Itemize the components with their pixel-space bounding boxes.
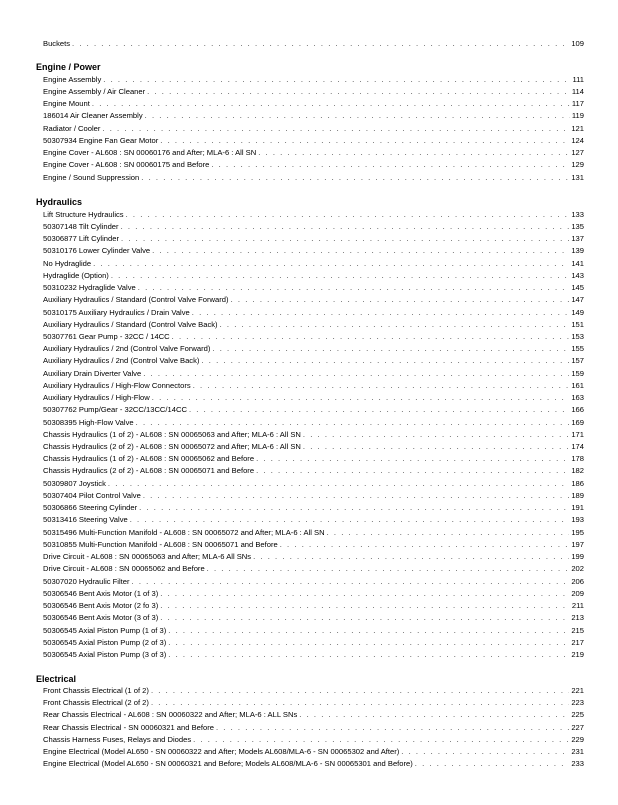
toc-entry[interactable] <box>43 612 584 624</box>
dot-leader <box>280 539 570 551</box>
toc-entry-title: Drive Circuit - AL608 : SN 00065062 and Before <box>43 564 205 573</box>
toc-entry-title: Chassis Hydraulics (2 of 2) - AL608 : SN 00065072 and After; MLA-6 : All SN <box>43 442 301 451</box>
toc-entry-page: 159 <box>571 369 584 378</box>
toc-entry-page: 147 <box>571 295 584 304</box>
toc-entry-title: 50308395 High-Flow Valve <box>43 418 134 427</box>
toc-entry-page: 199 <box>571 552 584 561</box>
toc-entry-page: 111 <box>572 75 584 84</box>
dot-leader <box>139 502 569 514</box>
toc-entry[interactable] <box>43 625 584 637</box>
toc-entry-title: 50306546 Bent Axis Motor (3 of 3) <box>43 613 159 622</box>
toc-entry[interactable] <box>43 649 584 661</box>
toc-entry-title: 50306866 Steering Cylinder <box>43 503 138 512</box>
toc-entry[interactable] <box>43 86 584 98</box>
toc-entry-title: 50307761 Gear Pump - 32CC / 14CC <box>43 332 170 341</box>
toc-entry[interactable] <box>43 697 584 709</box>
toc-entry-title: No Hydraglide <box>43 259 92 268</box>
dot-leader <box>121 221 570 233</box>
toc-entry-title: Hydraglide (Option) <box>43 271 109 280</box>
toc-entry-title: Radiator / Cooler <box>43 124 101 133</box>
toc-entry[interactable] <box>43 343 584 355</box>
toc-entry-page: 231 <box>571 747 584 756</box>
toc-entry-title: Chassis Hydraulics (2 of 2) - AL608 : SN 00065071 and Before <box>43 466 255 475</box>
toc-entry-page: 217 <box>571 638 584 647</box>
dot-leader <box>143 490 570 502</box>
toc-entry[interactable] <box>43 478 584 490</box>
toc-entry[interactable] <box>43 417 584 429</box>
dot-leader <box>201 355 569 367</box>
dot-leader <box>136 417 570 429</box>
toc-entry-title: Rear Chassis Electrical - SN 00060321 and Before <box>43 723 214 732</box>
toc-entry-title: Auxiliary Drain Diverter Valve <box>43 369 142 378</box>
toc-entry-page: 219 <box>571 650 584 659</box>
dot-leader <box>192 307 570 319</box>
toc-entry-page: 193 <box>571 515 584 524</box>
dot-leader <box>256 453 569 465</box>
toc-entry-page: 206 <box>571 577 584 586</box>
toc-entry-page: 186 <box>571 479 584 488</box>
toc-entry-title: 186014 Air Cleaner Assembly <box>43 111 143 120</box>
toc-entry[interactable] <box>43 563 584 575</box>
toc-entry-title: 50306545 Axial Piston Pump (2 of 3) <box>43 638 167 647</box>
dot-leader <box>299 709 569 721</box>
toc-entry-page: 121 <box>571 124 584 133</box>
toc-entry-title: Engine Assembly <box>43 75 102 84</box>
toc-entry[interactable] <box>43 110 584 122</box>
toc-entry[interactable] <box>43 74 584 86</box>
toc-entry[interactable] <box>43 159 584 171</box>
toc-entry-title: 50313416 Steering Valve <box>43 515 128 524</box>
toc-entry-buckets[interactable] <box>43 38 584 50</box>
toc-entry-page: 155 <box>571 344 584 353</box>
toc-entry[interactable] <box>43 600 584 612</box>
dot-leader <box>193 734 569 746</box>
toc-entry-title: Auxiliary Hydraulics / 2nd (Control Valve Back) <box>43 356 200 365</box>
toc-entry[interactable] <box>43 758 584 770</box>
toc-entry-page: 215 <box>571 626 584 635</box>
toc-entry-title: 50309807 Joystick <box>43 479 106 488</box>
dot-leader <box>212 343 569 355</box>
toc-entry-title: 50307020 Hydraulic Filter <box>43 577 130 586</box>
toc-entry-page: 195 <box>571 528 584 537</box>
dot-leader <box>147 86 570 98</box>
toc-entry-title: 50306545 Axial Piston Pump (3 of 3) <box>43 650 167 659</box>
toc-entry-title: Lift Structure Hydraulics <box>43 210 124 219</box>
toc-entry[interactable] <box>43 404 584 416</box>
toc-entry-title: Auxiliary Hydraulics / High-Flow Connectors <box>43 381 191 390</box>
toc-entry-page: 117 <box>571 99 584 108</box>
toc-entry-title: Engine Electrical (Model AL650 - SN 00060322 and After; Models AL608/MLA-6 - SN 00065302 and After) <box>43 747 400 756</box>
toc-entry-title: 50306546 Bent Axis Motor (1 of 3) <box>43 589 159 598</box>
toc-entry-title: Drive Circuit - AL608 : SN 00065063 and After; MLA-6 All SNs <box>43 552 252 561</box>
dot-leader <box>151 685 569 697</box>
dot-leader <box>160 135 569 147</box>
dot-leader <box>152 245 569 257</box>
dot-leader <box>126 209 570 221</box>
toc-entry-page: 145 <box>571 283 584 292</box>
toc-entry[interactable] <box>43 123 584 135</box>
toc-entry[interactable] <box>43 722 584 734</box>
dot-leader <box>231 294 570 306</box>
toc-entry-title: 50306545 Axial Piston Pump (1 of 3) <box>43 626 167 635</box>
toc-entry-title: Engine Cover - AL608 : SN 00060175 and Before <box>43 160 210 169</box>
toc-entry-page: 209 <box>571 589 584 598</box>
dot-leader <box>160 588 569 600</box>
toc-entry[interactable] <box>43 514 584 526</box>
toc-entry-page: 149 <box>571 308 584 317</box>
toc-entry-page: 189 <box>571 491 584 500</box>
dot-leader <box>111 270 569 282</box>
toc-entry[interactable] <box>43 233 584 245</box>
toc-entry-page: 141 <box>571 259 584 268</box>
toc-entry-title: Auxiliary Hydraulics / Standard (Control Valve Forward) <box>43 295 229 304</box>
toc-entry-page: 131 <box>571 173 584 182</box>
toc-entry[interactable] <box>43 380 584 392</box>
toc-entry[interactable] <box>43 282 584 294</box>
toc-entry[interactable] <box>43 709 584 721</box>
toc-entry-title: 50310176 Lower Cylinder Valve <box>43 246 151 255</box>
dot-leader <box>303 429 569 441</box>
toc-entry-page: 213 <box>571 613 584 622</box>
toc-entry-page: 233 <box>571 759 584 768</box>
dot-leader <box>152 392 570 404</box>
section-heading-engine-power: Engine / Power <box>36 62 101 72</box>
toc-entry[interactable] <box>43 294 584 306</box>
toc-entry[interactable] <box>43 331 584 343</box>
dot-leader <box>151 697 569 709</box>
dot-leader <box>415 758 570 770</box>
dot-leader <box>130 514 570 526</box>
toc-entry[interactable] <box>43 539 584 551</box>
toc-entry[interactable] <box>43 355 584 367</box>
dot-leader <box>189 404 569 416</box>
dot-leader <box>102 123 569 135</box>
toc-entry-title: Chassis Hydraulics (1 of 2) - AL608 : SN 00065063 and After; MLA-6 : All SN <box>43 430 301 439</box>
toc-entry-page: 182 <box>571 466 584 475</box>
toc-entry-page: 109 <box>571 39 584 48</box>
toc-entry-page: 225 <box>571 710 584 719</box>
toc-entry[interactable] <box>43 685 584 697</box>
dot-leader <box>132 576 570 588</box>
toc-entry[interactable] <box>43 551 584 563</box>
dot-leader <box>121 233 569 245</box>
dot-leader <box>141 172 569 184</box>
toc-entry-title: 50307148 Tilt Cylinder <box>43 222 119 231</box>
toc-entry-page: 229 <box>571 735 584 744</box>
toc-entry-page: 143 <box>571 271 584 280</box>
dot-leader <box>72 38 569 50</box>
toc-entry-title: Engine Electrical (Model AL650 - SN 00060321 and Before; Models AL608/MLA-6 - SN 00065301 and Before) <box>43 759 413 768</box>
dot-leader <box>253 551 569 563</box>
dot-leader <box>220 319 570 331</box>
toc-entry-title: 50307404 Pilot Control Valve <box>43 491 141 500</box>
toc-entry-page: 227 <box>571 723 584 732</box>
toc-entry-page: 163 <box>571 393 584 402</box>
toc-entry[interactable] <box>43 453 584 465</box>
toc-entry[interactable] <box>43 502 584 514</box>
toc-entry-title: Auxiliary Hydraulics / 2nd (Control Valve Forward) <box>43 344 211 353</box>
toc-entry[interactable] <box>43 270 584 282</box>
toc-entry[interactable] <box>43 465 584 477</box>
toc-entry[interactable] <box>43 98 584 110</box>
toc-entry-page: 171 <box>571 430 584 439</box>
toc-entry[interactable] <box>43 209 584 221</box>
toc-entry-page: 129 <box>571 160 584 169</box>
dot-leader <box>327 527 570 539</box>
toc-entry-title: 50307934 Engine Fan Gear Motor <box>43 136 159 145</box>
dot-leader <box>168 649 569 661</box>
toc-entry-page: 119 <box>571 111 584 120</box>
dot-leader <box>160 612 569 624</box>
dot-leader <box>138 282 570 294</box>
dot-leader <box>143 368 569 380</box>
toc-entry[interactable] <box>43 221 584 233</box>
toc-entry-title: Front Chassis Electrical (1 of 2) <box>43 686 149 695</box>
toc-entry-page: 211 <box>571 601 584 610</box>
dot-leader <box>401 746 569 758</box>
toc-entry[interactable] <box>43 147 584 159</box>
toc-entry-title: 50307762 Pump/Gear - 32CC/13CC/14CC <box>43 405 187 414</box>
section-heading-electrical: Electrical <box>36 674 77 684</box>
toc-entry-page: 202 <box>571 564 584 573</box>
toc-entry-title: Chassis Hydraulics (1 of 2) - AL608 : SN 00065062 and Before <box>43 454 255 463</box>
toc-entry[interactable] <box>43 245 584 257</box>
dot-leader <box>216 722 569 734</box>
toc-entry[interactable] <box>43 746 584 758</box>
toc-entry-title: 50315496 Multi-Function Manifold - AL608 : SN 00065072 and After; MLA-6 : All SN <box>43 528 325 537</box>
dot-leader <box>256 465 569 477</box>
toc-entry-title: 50310855 Multi-Function Manifold - AL608 : SN 00065071 and Before <box>43 540 278 549</box>
toc-entry[interactable] <box>43 490 584 502</box>
toc-entry[interactable] <box>43 307 584 319</box>
toc-entry-page: 166 <box>571 405 584 414</box>
dot-leader <box>193 380 570 392</box>
toc-entry-page: 221 <box>571 686 584 695</box>
toc-entry-title: Engine Mount <box>43 99 90 108</box>
toc-entry-page: 169 <box>571 418 584 427</box>
toc-entry-page: 114 <box>571 87 584 96</box>
toc-entry-title: Buckets <box>43 39 71 48</box>
toc-entry-page: 139 <box>571 246 584 255</box>
toc-entry[interactable] <box>43 135 584 147</box>
dot-leader <box>103 74 570 86</box>
toc-entry-page: 124 <box>571 136 584 145</box>
toc-entry-page: 137 <box>571 234 584 243</box>
dot-leader <box>168 637 569 649</box>
toc-entry-page: 133 <box>571 210 584 219</box>
toc-entry[interactable] <box>43 637 584 649</box>
toc-entry-page: 161 <box>571 381 584 390</box>
toc-entry-title: Engine Cover - AL608 : SN 00060176 and After; MLA-6 : All SN <box>43 148 257 157</box>
toc-entry-title: Auxiliary Hydraulics / High-Flow <box>43 393 150 402</box>
toc-entry-title: Chassis Harness Fuses, Relays and Diodes <box>43 735 192 744</box>
toc-entry-title: Engine Assembly / Air Cleaner <box>43 87 146 96</box>
dot-leader <box>303 441 569 453</box>
toc-entry-title: 50310175 Auxiliary Hydraulics / Drain Valve <box>43 308 190 317</box>
dot-leader <box>168 625 569 637</box>
dot-leader <box>207 563 570 575</box>
toc-entry[interactable] <box>43 392 584 404</box>
toc-entry[interactable] <box>43 734 584 746</box>
toc-entry-title: Engine / Sound Suppression <box>43 173 140 182</box>
toc-entry-page: 197 <box>571 540 584 549</box>
toc-entry[interactable] <box>43 441 584 453</box>
toc-entry[interactable] <box>43 576 584 588</box>
dot-leader <box>92 98 570 110</box>
dot-leader <box>258 147 569 159</box>
toc-entry[interactable] <box>43 588 584 600</box>
toc-entry-title: 50310232 Hydraglide Valve <box>43 283 136 292</box>
dot-leader <box>108 478 569 490</box>
dot-leader <box>145 110 570 122</box>
toc-entry[interactable] <box>43 527 584 539</box>
toc-entry[interactable] <box>43 319 584 331</box>
toc-entry-page: 127 <box>571 148 584 157</box>
toc-entry-page: 178 <box>571 454 584 463</box>
toc-entry-title: 50306546 Bent Axis Motor (2 fo 3) <box>43 601 159 610</box>
dot-leader <box>160 600 570 612</box>
toc-entry-page: 135 <box>571 222 584 231</box>
toc-entry-title: Rear Chassis Electrical - AL608 : SN 00060322 and After; MLA-6 : ALL SNs <box>43 710 298 719</box>
dot-leader <box>93 258 569 270</box>
dot-leader <box>172 331 570 343</box>
dot-leader <box>211 159 569 171</box>
toc-entry[interactable] <box>43 258 584 270</box>
toc-entry-title: Front Chassis Electrical (2 of 2) <box>43 698 149 707</box>
toc-entry-title: Auxiliary Hydraulics / Standard (Control Valve Back) <box>43 320 218 329</box>
toc-entry[interactable] <box>43 368 584 380</box>
toc-entry-page: 151 <box>571 320 584 329</box>
toc-entry-page: 223 <box>571 698 584 707</box>
section-heading-hydraulics: Hydraulics <box>36 197 83 207</box>
toc-entry-page: 174 <box>571 442 584 451</box>
toc-entry-page: 157 <box>571 356 584 365</box>
toc-entry[interactable] <box>43 429 584 441</box>
toc-entry-page: 153 <box>571 332 584 341</box>
toc-entry-page: 191 <box>571 503 584 512</box>
toc-entry-title: 50306877 Lift Cylinder <box>43 234 119 243</box>
toc-entry[interactable] <box>43 172 584 184</box>
